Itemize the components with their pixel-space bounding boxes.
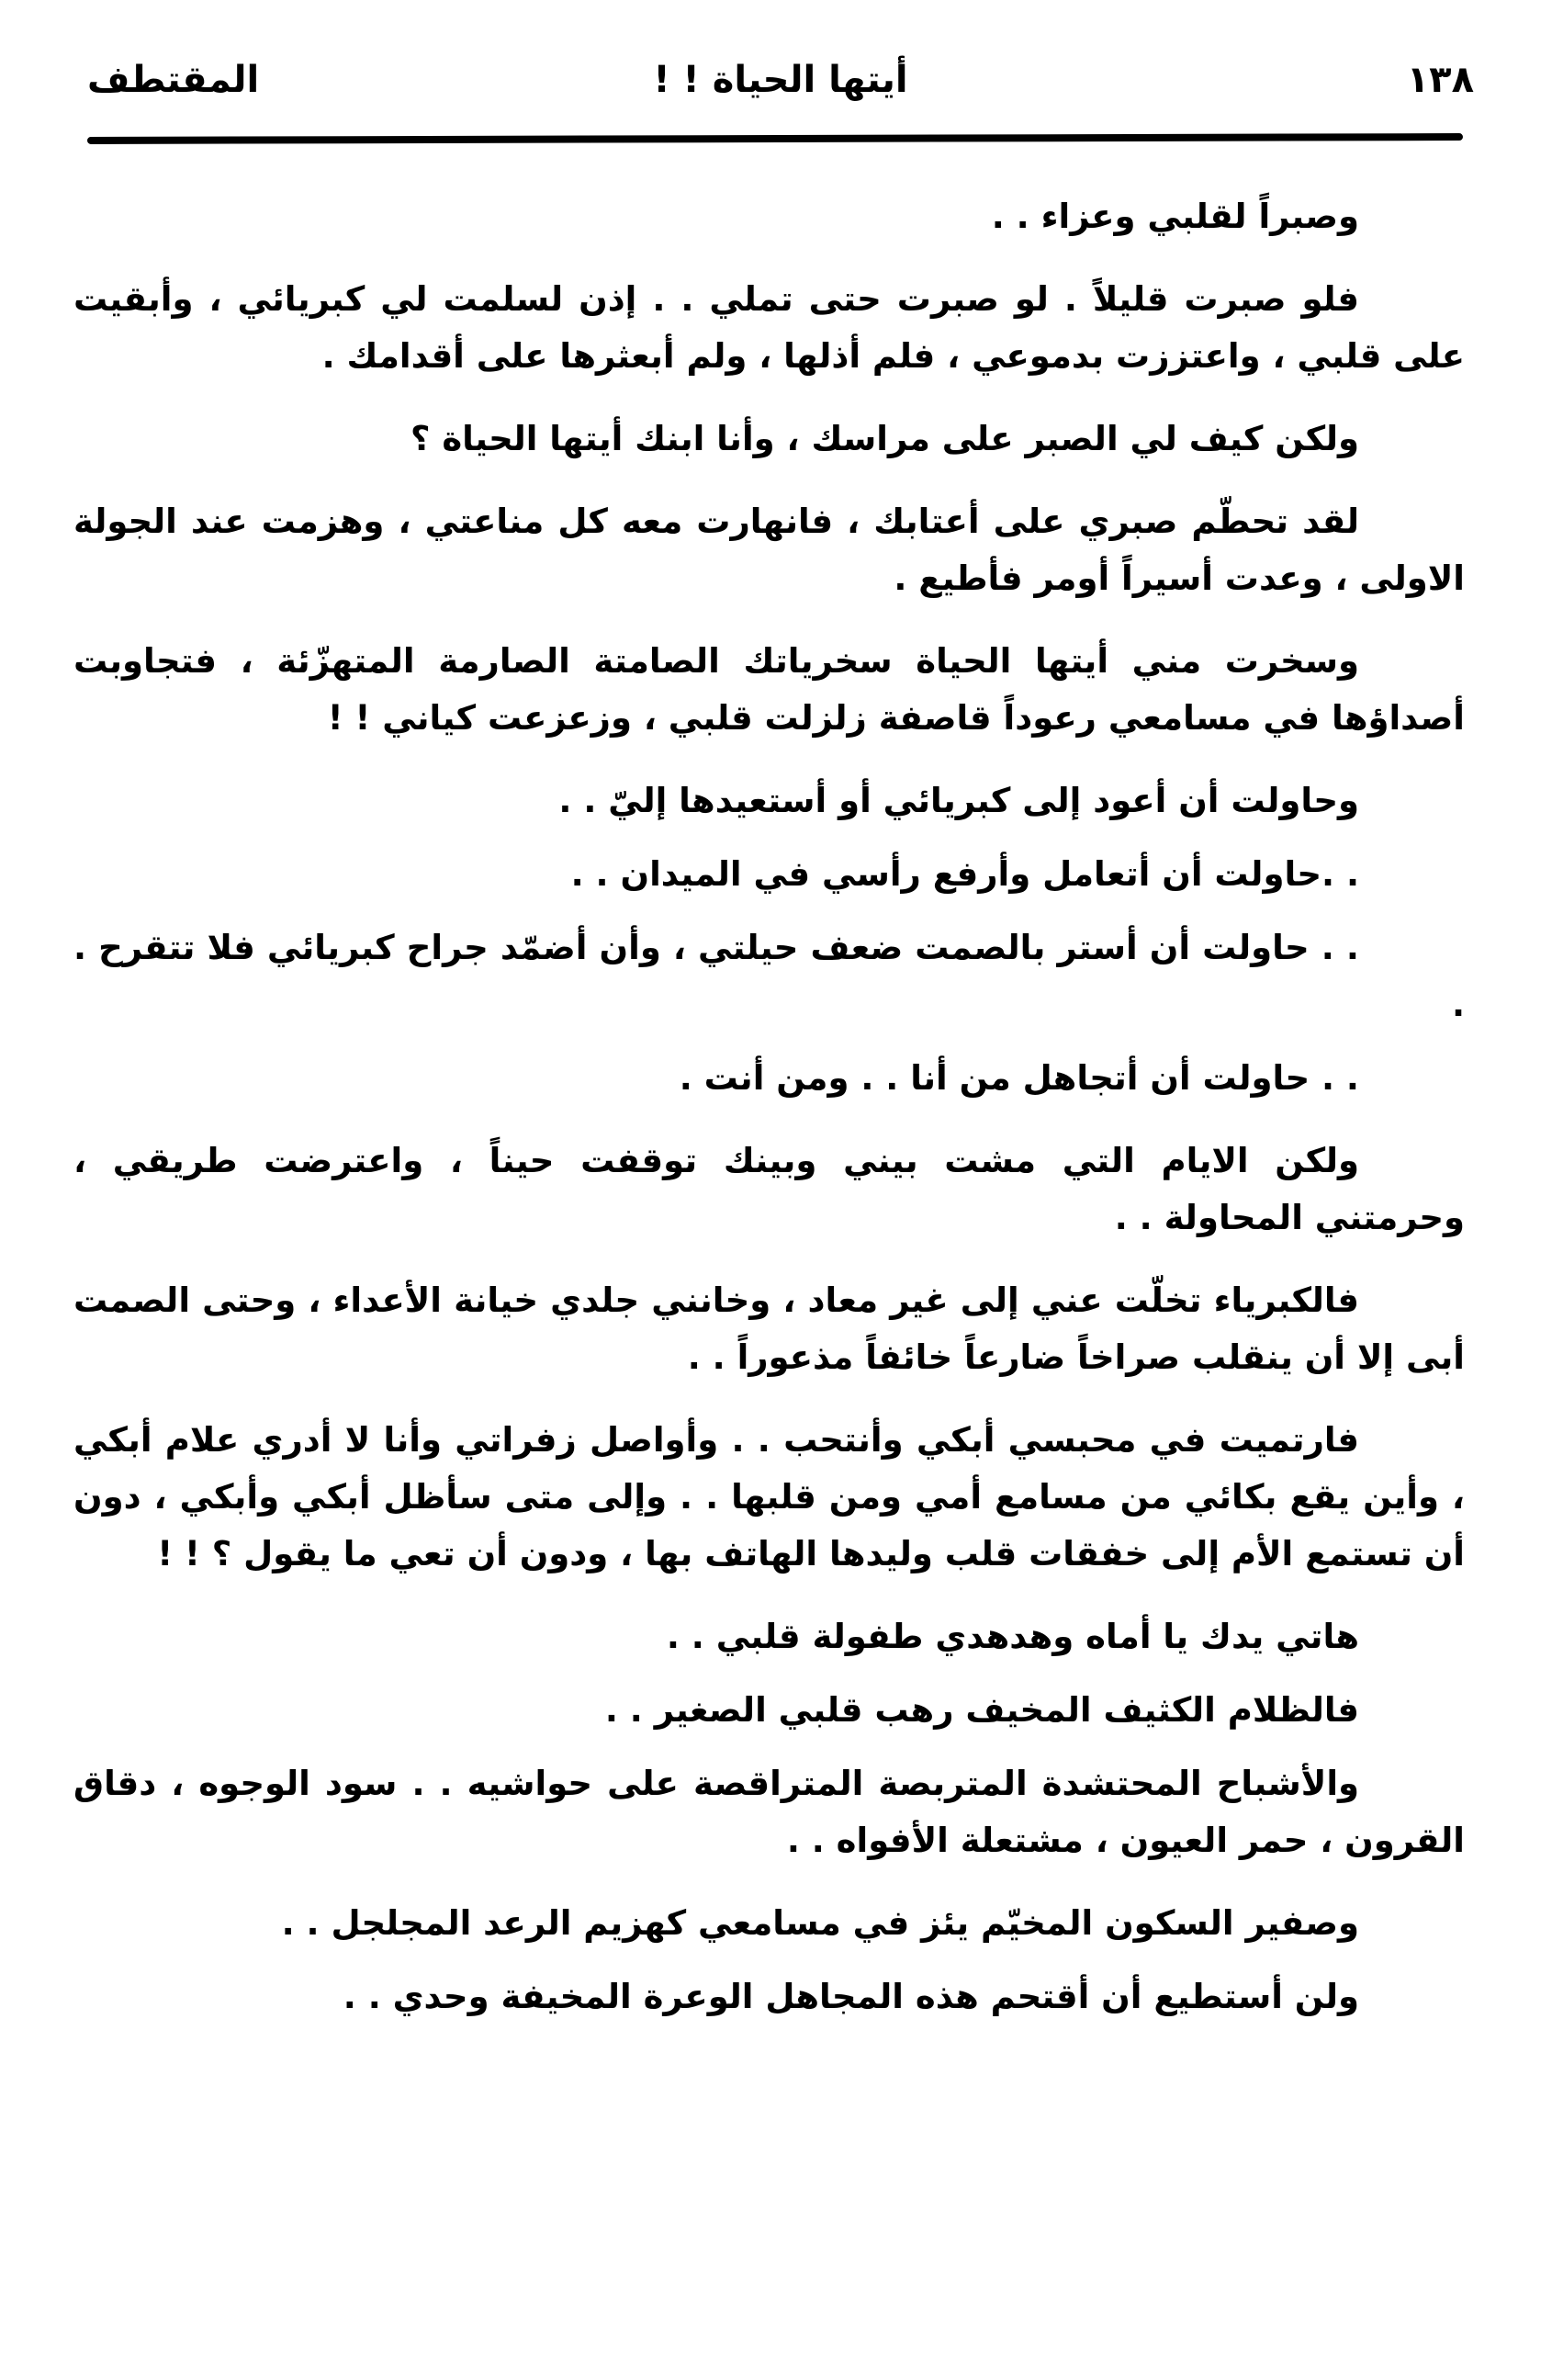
paragraph: وصفير السكون المخيّم يئز في مسامعي كهزيم الرعد المجلجل . . — [281, 1903, 1359, 1943]
paragraph: وسخرت مني أيتها الحياة سخرياتك الصامتة الصارمة المتهزّئة ، فتجاوبت أصداؤها في مسامعي رعوداً قاصفة زلزلت قلبي ، وزعزعت كياني ! ! — [73, 641, 1465, 738]
paragraph: وصبراً لقلبي وعزاء . . — [991, 197, 1359, 236]
paragraph: ولكن كيف لي الصبر على مراسك ، وأنا ابنك أيتها الحياة ؟ — [410, 419, 1359, 458]
article-body — [73, 188, 1465, 2042]
paragraph: لقد تحطّم صبري على أعتابك ، فانهارت معه كل مناعتي ، وهزمت عند الجولة الاولى ، وعدت أسيراً أومر فأطيع . — [73, 502, 1465, 598]
paragraph: فارتميت في محبسي أبكي وأنتحب . . وأواصل زفراتي وأنا لا أدري علام أبكي ، وأين يقع بكائي من مسامع أمي ومن قلبها . . وإلى متى سأظل أبكي وأبكي ، دون أن تستمع الأم إلى خفقات قلب وليدها الهاتف بها ، ودون أن تعي ما يقول ؟ ! ! — [73, 1420, 1465, 1574]
article-title: أيتها الحياة ! ! — [653, 59, 908, 101]
paragraph: ولكن الايام التي مشت بيني وبينك توقفت حيناً ، واعترضت طريقي ، وحرمتني المحاولة . . — [73, 1141, 1465, 1237]
paragraph: فلو صبرت قليلاً . لو صبرت حتى تملي . . إذن لسلمت لي كبريائي ، وأبقيت على قلبي ، واعتززت بدموعي ، فلم أذلها ، ولم أبعثرها على أقدامك . — [73, 279, 1465, 376]
paragraph: فالكبرياء تخلّت عني إلى غير معاد ، وخانني جلدي خيانة الأعداء ، وحتى الصمت أبى إلا أن ينقلب صراخاً ضارعاً خائفاً مذعوراً . . — [73, 1280, 1465, 1377]
paragraph: . . حاولت أن أستر بالصمت ضعف حيلتي ، وأن أضمّد جراح كبريائي فلا تتقرح . . — [73, 928, 1465, 1024]
paragraph: . . حاولت أن أتجاهل من أنا . . ومن أنت . — [679, 1058, 1359, 1098]
journal-name: المقتطف — [87, 59, 260, 101]
page-number: ١٣٨ — [1406, 59, 1474, 101]
running-header — [87, 48, 1474, 112]
paragraph: وحاولت أن أعود إلى كبريائي أو أستعيدها إليّ . . — [558, 781, 1359, 820]
paragraph: ولن أستطيع أن أقتحم هذه المجاهل الوعرة المخيفة وحدي . . — [343, 1977, 1359, 2016]
header-divider-rule — [87, 133, 1463, 144]
paragraph: هاتي يدك يا أماه وهدهدي طفولة قلبي . . — [666, 1617, 1359, 1656]
paragraph: فالظلام الكثيف المخيف رهب قلبي الصغير . . — [604, 1690, 1359, 1730]
paragraph: . .حاولت أن أتعامل وأرفع رأسي في الميدان . . — [570, 854, 1359, 894]
paragraph: والأشباح المحتشدة المتربصة المتراقصة على حواشيه . . سود الوجوه ، دقاق القرون ، حمر العيون ، مشتعلة الأفواه . . — [73, 1764, 1465, 1860]
